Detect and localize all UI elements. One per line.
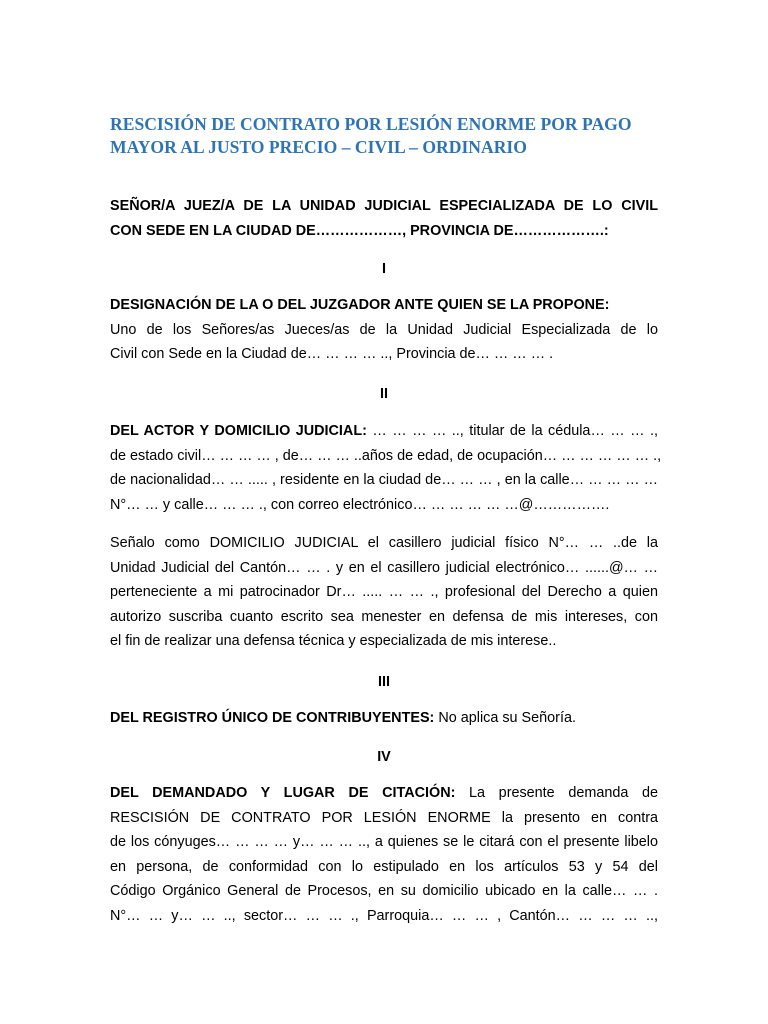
section-3-heading: DEL REGISTRO ÚNICO DE CONTRIBUYENTES: [110,710,435,726]
section-1-heading: DESIGNACIÓN DE LA O DEL JUZGADOR ANTE QUIEN SE LA PROPONE: [110,297,610,313]
section-2-line-4: N°… … y calle… … … ., con correo electrónico… … … … … …@……………. [110,496,610,513]
section-2-body [110,419,662,517]
section-2-p2-line-1: Señalo como DOMICILIO JUDICIAL el casillero judicial físico N°… … ..de la [110,535,658,551]
addressee-line-1: SEÑOR/A JUEZ/A DE LA UNIDAD JUDICIAL ESPECIALIZADA DE LO CIVIL [110,198,658,214]
section-1-body [110,293,658,367]
section-2-p2-line-3: perteneciente a mi patrocinador Dr… ..... … … ., profesional del Derecho a quien [110,584,658,601]
addressee [110,194,658,243]
section-2-p2-line-2: Unidad Judicial del Cantón… … . y en el casillero judicial electrónico… ......@… … [110,559,658,576]
section-2-p2-line-5: el fin de realizar una defensa técnica y especializada de mis interese.. [110,633,557,650]
addressee-line-2: CON SEDE EN LA CIUDAD DE………………, PROVINCIA DE……………….: [110,222,609,239]
section-4-line-6: N°… … y… … .., sector… … … ., Parroquia… … … , Cantón… … … … .., [110,907,658,924]
title-line-1: RESCISIÓN DE CONTRATO POR LESIÓN ENORME POR PAGO [110,114,632,134]
section-4-line-2: RESCISIÓN DE CONTRATO POR LESIÓN ENORME la presento en contra [110,809,658,826]
section-4-heading: DEL DEMANDADO Y LUGAR DE CITACIÓN: [110,785,456,801]
section-2-heading: DEL ACTOR Y DOMICILIO JUDICIAL: [110,423,367,439]
section-4-line-1 [110,781,658,806]
section-1-line-1: Uno de los Señores/as Jueces/as de la Unidad Judicial Especializada de lo [110,321,658,338]
section-numeral-3: III [378,674,390,690]
section-2-line-1 [110,419,658,444]
section-2-line-1-rest: … … … … .., titular de la cédula… … … ., [366,423,658,439]
section-2-paragraph-2 [110,531,658,654]
section-2-line-3: de nacionalidad… … ..... , residente en la ciudad de… … … , en la calle… … … … … [110,472,658,489]
section-numeral-1: I [382,261,386,277]
section-2-p2-line-4: autorizo suscriba cuanto escrito sea menester en defensa de mis intereses, con [110,608,658,625]
document-title [110,113,670,159]
section-4-line-1-rest: La presente demanda de [455,785,658,801]
section-1-line-2: Civil con Sede en la Ciudad de… … … … .., Provincia de… … … … . [110,346,554,363]
section-numeral-2: II [380,386,388,402]
section-4-line-4: en persona, de conformidad con lo estipulado en los artículos 53 y 54 del [110,858,658,875]
section-numeral-4: IV [377,749,391,765]
section-3-line [110,706,658,731]
section-4-body [110,781,658,929]
section-3-rest: No aplica su Señoría. [434,710,576,726]
section-4-line-5: Código Orgánico General de Procesos, en su domicilio ubicado en la calle… … . [110,883,658,900]
section-2-line-2: de estado civil… … … … , de… … … ..años de edad, de ocupación… … … … … … ., [110,447,662,464]
section-4-line-3: de los cónyuges… … … … y… … … .., a quienes se le citará con el presente libelo [110,834,658,851]
section-3-body [110,706,658,731]
title-line-2: MAYOR AL JUSTO PRECIO – CIVIL – ORDINARIO [110,137,527,157]
